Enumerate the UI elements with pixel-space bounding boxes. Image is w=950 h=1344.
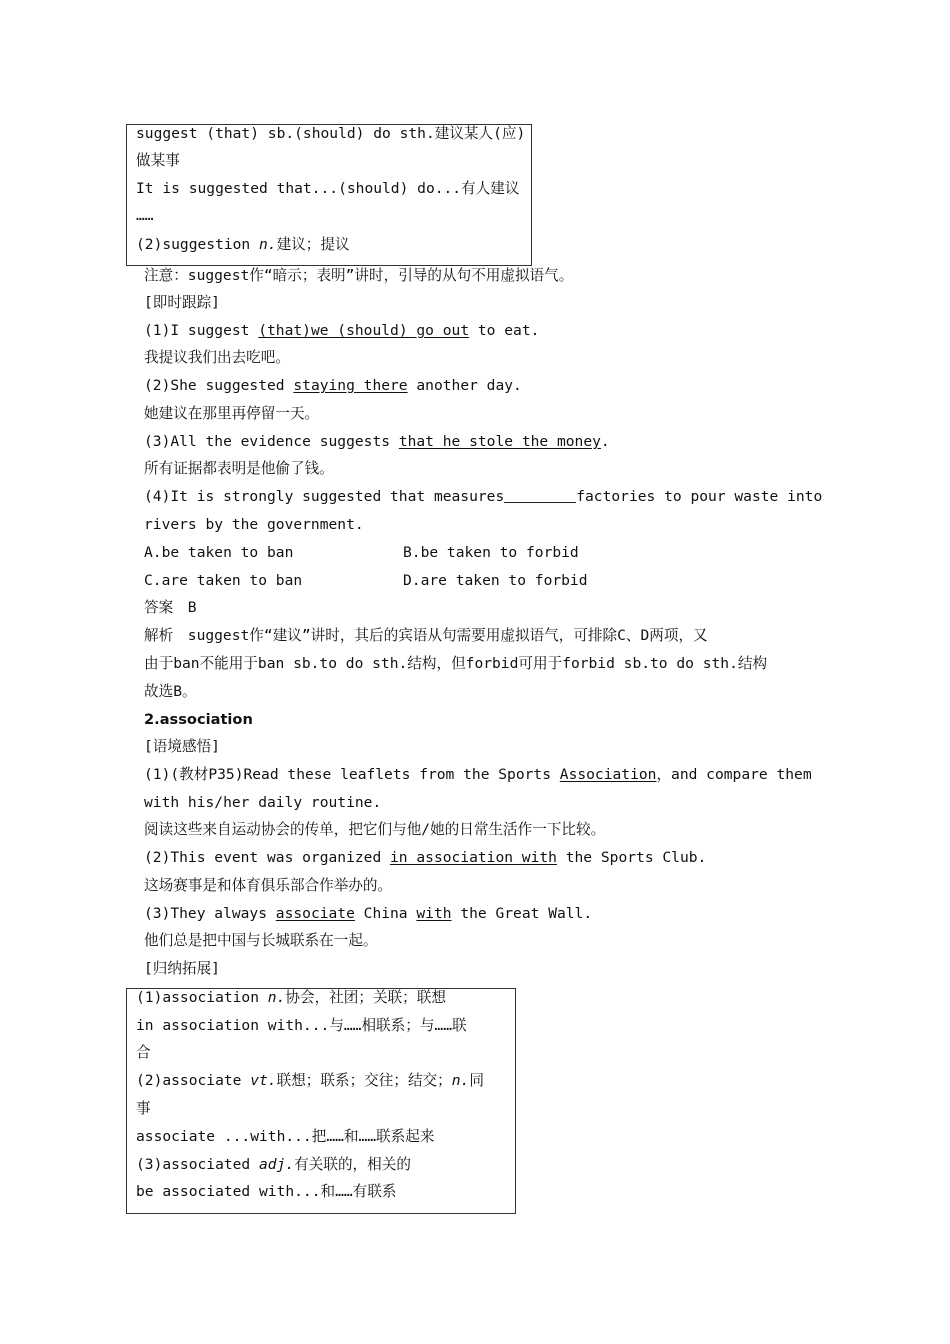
explanation: 故选B。 xyxy=(144,683,197,700)
box2-line: (1)association n.协会，社团；关联；联想 xyxy=(136,989,446,1006)
section-heading: [即时跟踪] xyxy=(144,294,220,311)
box1-line: suggest (that) sb.(should) do sth.建议某人(应) xyxy=(136,125,526,142)
explanation: 解析 suggest作“建议”讲时，其后的宾语从句需要用虚拟语气，可排除C、D两项，又 xyxy=(144,627,708,644)
exercise-1-translation: 我提议我们出去吃吧。 xyxy=(144,349,290,366)
box2-line: (3)associated adj.有关联的，相关的 xyxy=(136,1156,411,1173)
exercise-2: (2)She suggested staying there another day. xyxy=(144,377,522,394)
answer: 答案 B xyxy=(144,599,197,616)
box1-line: It is suggested that...(should) do...有人建议 xyxy=(136,180,520,197)
option-c: C.are taken to ban xyxy=(144,572,303,589)
section-heading: [语境感悟] xyxy=(144,738,220,755)
box1-line: 做某事 xyxy=(136,152,180,169)
example-3-translation: 他们总是把中国与长城联系在一起。 xyxy=(144,932,378,949)
exercise-4: (4)It is strongly suggested that measures factories to pour waste into xyxy=(144,488,823,505)
explanation: 由于ban不能用于ban sb.to do sth.结构，但forbid可用于forbid sb.to do sth.结构 xyxy=(144,655,768,672)
box2-line: (2)associate vt.联想；联系；交往；结交；n.同 xyxy=(136,1072,484,1089)
box2-line: 事 xyxy=(136,1100,151,1117)
box2-line: in association with...与……相联系；与……联 xyxy=(136,1017,467,1034)
note: 注意：suggest作“暗示；表明”讲时，引导的从句不用虚拟语气。 xyxy=(144,267,574,284)
box2-line: associate ...with...把……和……联系起来 xyxy=(136,1128,435,1145)
box1-line: …… xyxy=(136,207,154,224)
example-2-translation: 这场赛事是和体育俱乐部合作举办的。 xyxy=(144,877,393,894)
answer-blank xyxy=(504,488,576,503)
option-a: A.be taken to ban xyxy=(144,544,294,561)
box1-line: (2)suggestion n.建议；提议 xyxy=(136,236,350,253)
exercise-3: (3)All the evidence suggests that he stole the money. xyxy=(144,433,610,450)
example-1: (1)(教材P35)Read these leaflets from the Sports Association，and compare them xyxy=(144,766,812,783)
exercise-1: (1)I suggest (that)we (should) go out to eat. xyxy=(144,322,540,339)
example-1-translation: 阅读这些来自运动协会的传单，把它们与他/她的日常生活作一下比较。 xyxy=(144,821,606,838)
box2-line: be associated with...和……有联系 xyxy=(136,1183,397,1200)
example-1-line2: with his/her daily routine. xyxy=(144,794,382,811)
exercise-2-translation: 她建议在那里再停留一天。 xyxy=(144,405,320,422)
box2-line: 合 xyxy=(136,1044,151,1061)
example-3: (3)They always associate China with the Great Wall. xyxy=(144,905,593,922)
example-2: (2)This event was organized in association with the Sports Club. xyxy=(144,849,707,866)
option-d: D.are taken to forbid xyxy=(403,572,588,589)
option-b: B.be taken to forbid xyxy=(403,544,579,561)
exercise-4-line2: rivers by the government. xyxy=(144,516,364,533)
exercise-3-translation: 所有证据都表明是他偷了钱。 xyxy=(144,460,334,477)
section-title: 2.association xyxy=(144,711,253,728)
section-heading: [归纳拓展] xyxy=(144,960,220,977)
